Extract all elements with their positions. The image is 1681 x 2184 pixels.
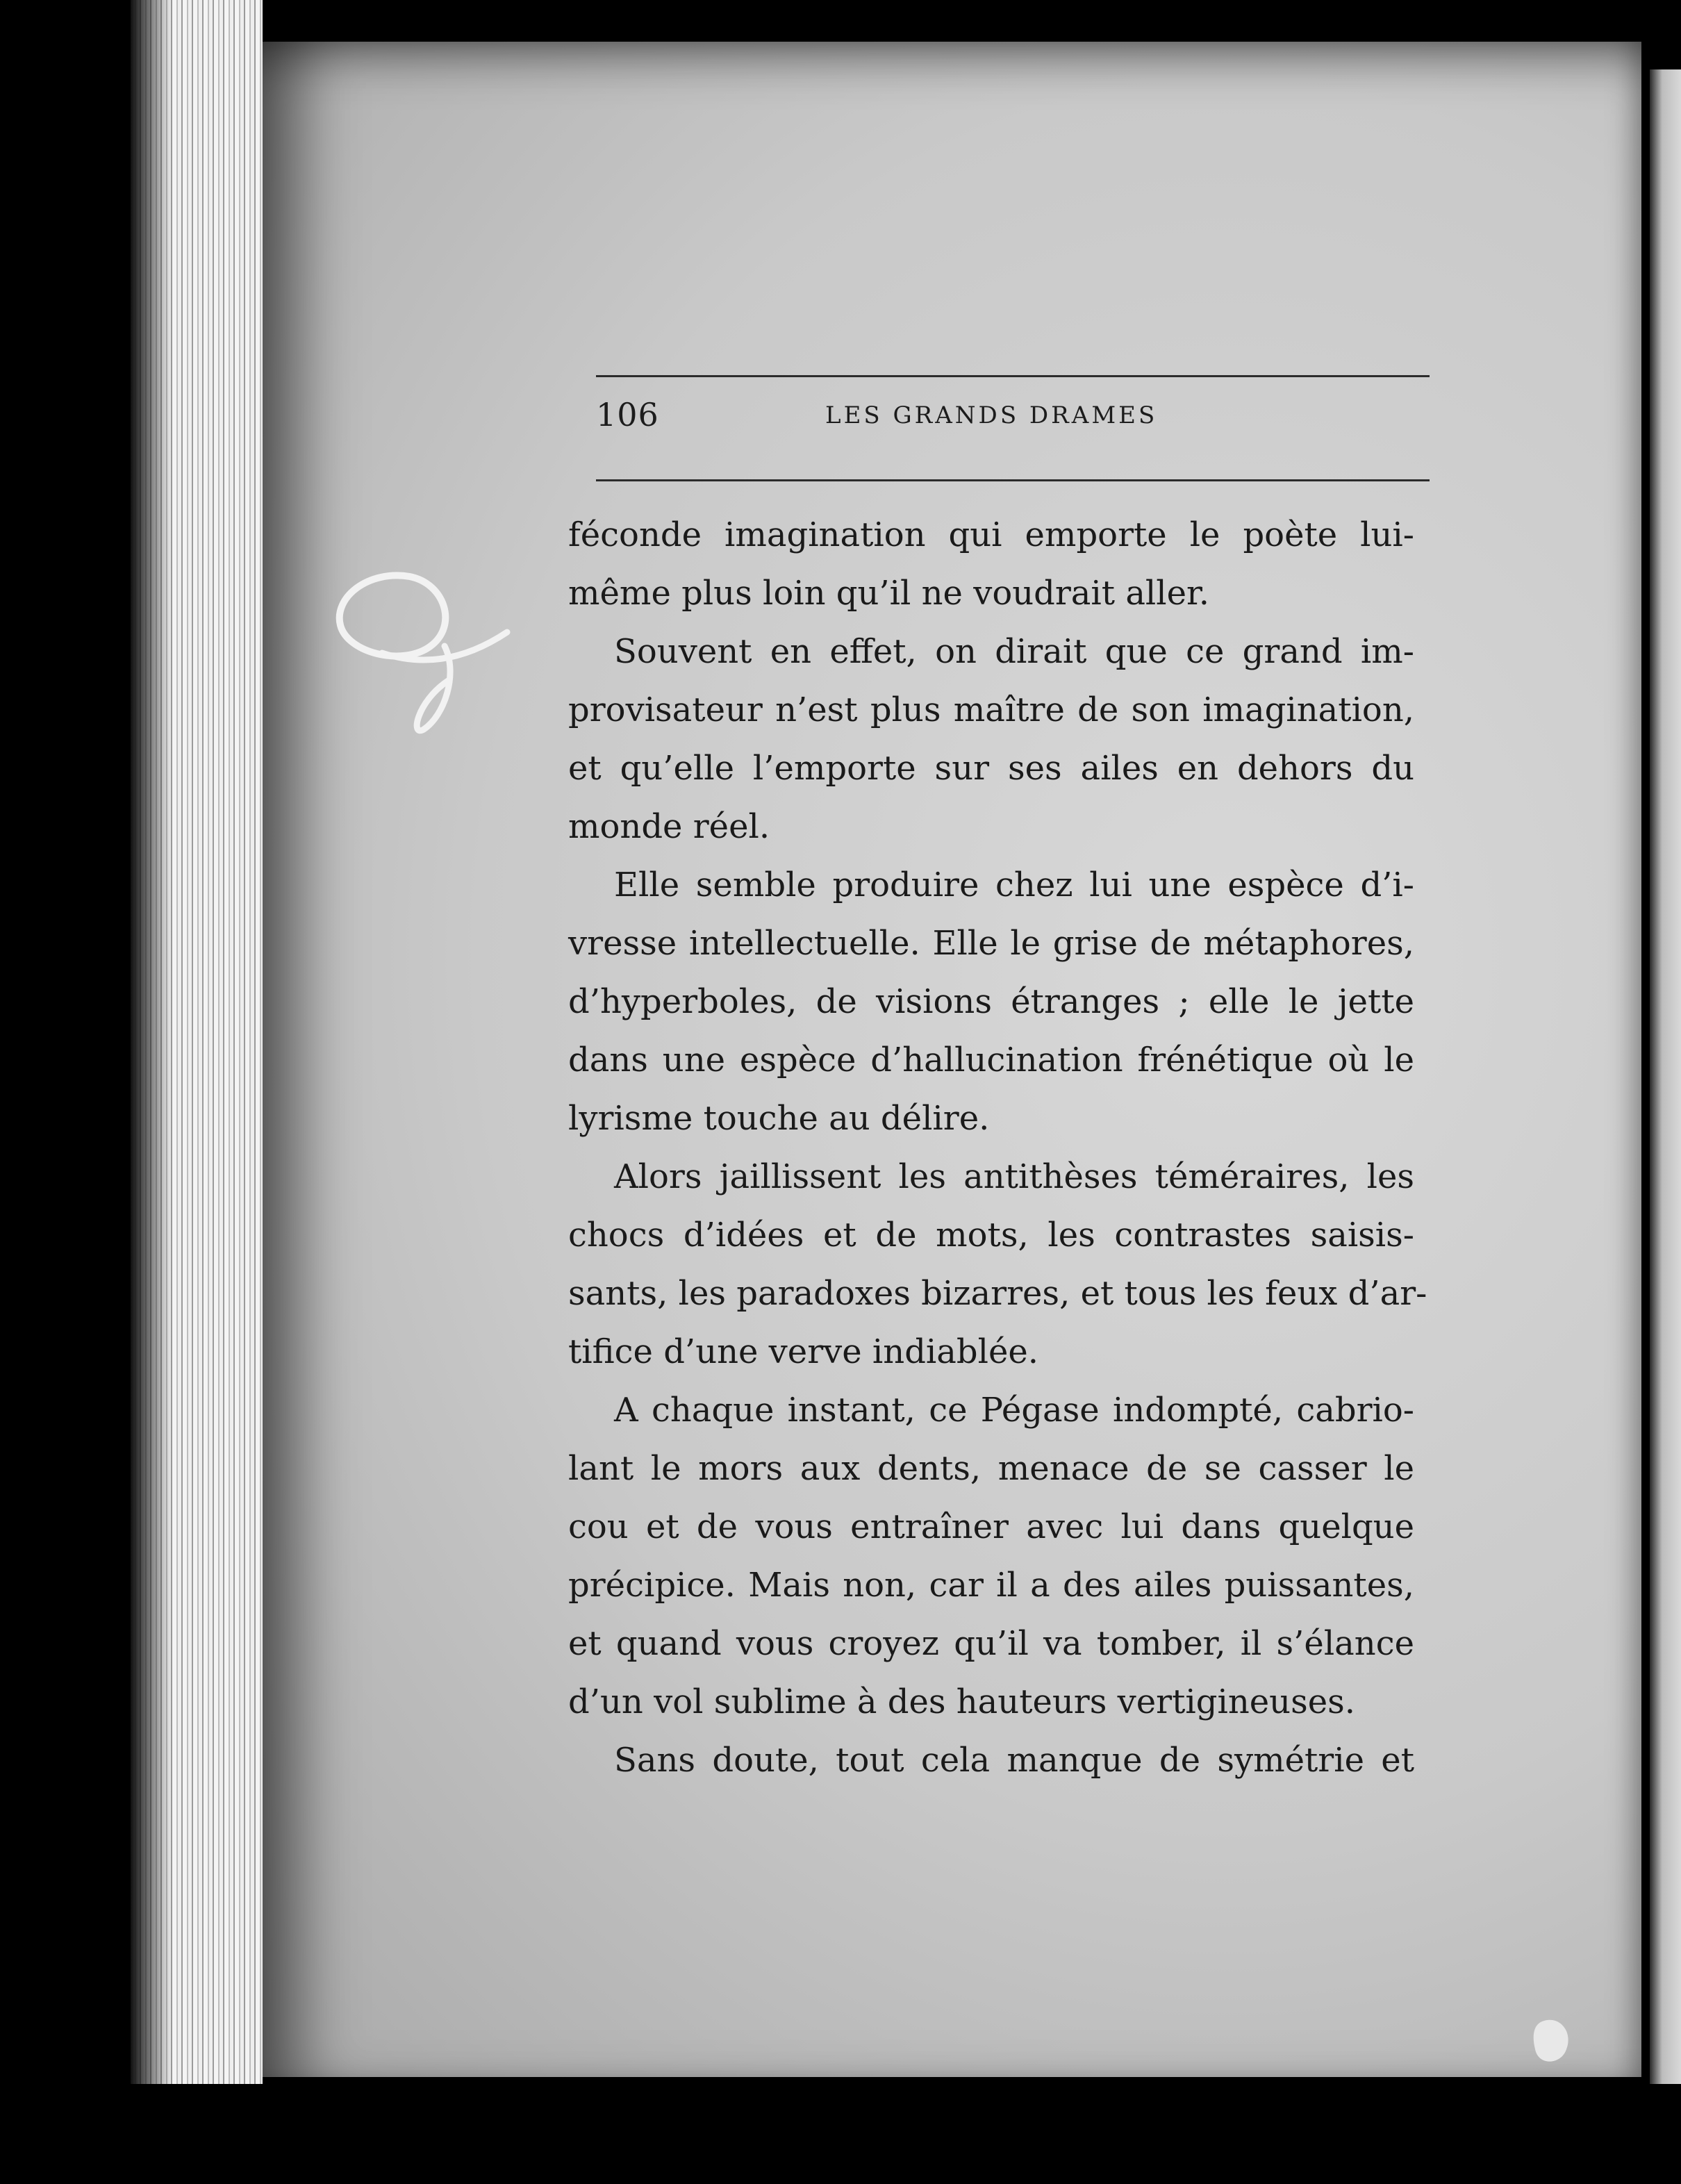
page-number: 106	[596, 396, 659, 433]
text-line: féconde imagination qui emporte le poète lui-	[568, 515, 1414, 554]
text-line: provisateur n’est plus maître de son imagination,	[568, 690, 1414, 729]
page-edges	[131, 0, 263, 2084]
text-line: et quand vous croyez qu’il va tomber, il s’élance	[568, 1624, 1414, 1663]
text-line: Elle semble produire chez lui une espèce d’i-	[614, 866, 1414, 904]
text-line: A chaque instant, ce Pégase indompté, cabrio-	[614, 1391, 1414, 1430]
text-line: dans une espèce d’hallucination frénétique où le	[568, 1041, 1414, 1079]
text-line: Sans doute, tout cela manque de symétrie et	[614, 1741, 1414, 1780]
text-line: tifice d’une verve indiablée.	[568, 1332, 1039, 1371]
text-line: même plus loin qu’il ne voudrait aller.	[568, 574, 1209, 613]
text-line: chocs d’idées et de mots, les contrastes saisis-	[568, 1216, 1414, 1255]
running-title: LES GRANDS DRAMES	[825, 402, 1158, 429]
text-line: lyrisme touche au délire.	[568, 1099, 990, 1138]
ink-blot-icon	[1528, 2015, 1577, 2070]
text-line: monde réel.	[568, 807, 770, 846]
pencil-scribble-icon	[326, 556, 521, 750]
text-line: Souvent en effet, on dirait que ce grand im-	[614, 632, 1414, 671]
text-line: d’un vol sublime à des hauteurs vertigineuses.	[568, 1682, 1355, 1721]
text-line: et qu’elle l’emporte sur ses ailes en dehors du	[568, 749, 1414, 788]
text-line: Alors jaillissent les antithèses téméraires, les	[614, 1157, 1414, 1196]
next-page-edge	[1650, 69, 1681, 2084]
text-line: sants, les paradoxes bizarres, et tous les feux d’ar-	[568, 1274, 1427, 1313]
header-rule-bottom	[596, 479, 1430, 481]
body-text	[568, 506, 1427, 1789]
header-rule-top	[596, 375, 1430, 377]
text-line: précipice. Mais non, car il a des ailes puissantes,	[568, 1566, 1414, 1605]
text-line: cou et de vous entraîner avec lui dans quelque	[568, 1507, 1414, 1546]
running-head	[596, 396, 1430, 452]
page-edges-shadow	[131, 0, 172, 2084]
text-line: d’hyperboles, de visions étranges ; elle le jette	[568, 982, 1414, 1021]
text-line: lant le mors aux dents, menace de se casser le	[568, 1449, 1414, 1488]
text-line: vresse intellectuelle. Elle le grise de métaphores,	[568, 924, 1414, 963]
